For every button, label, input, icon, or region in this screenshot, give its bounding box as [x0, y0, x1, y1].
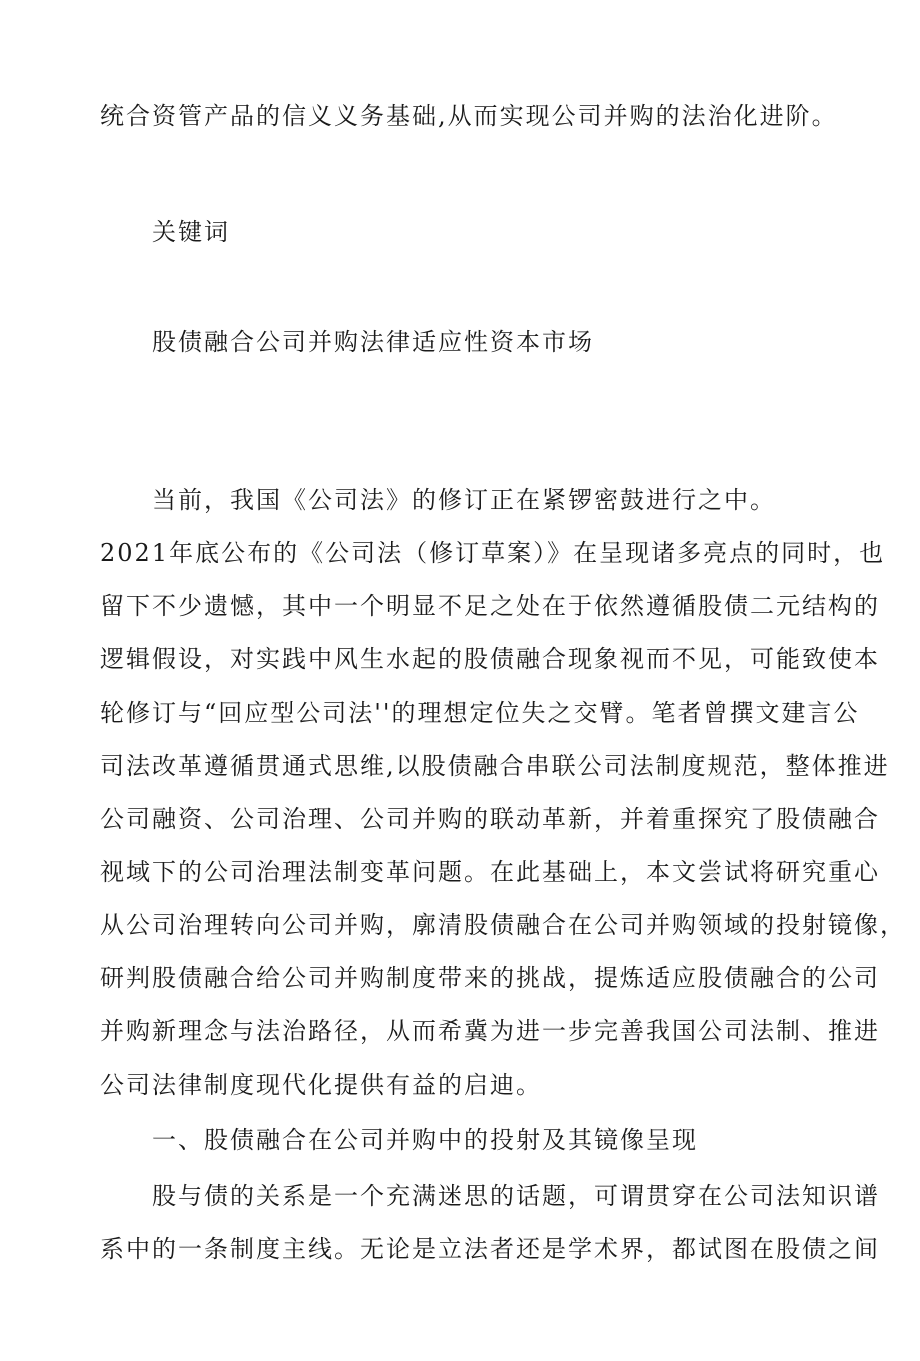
paragraph-line: 并购新理念与法治路径，从而希冀为进一步完善我国公司法制、推进 — [100, 1017, 880, 1045]
paragraph-line: 司法改革遵循贯通式思维,以股债融合串联公司法制度规范，整体推进 — [100, 752, 890, 780]
paragraph-line: 轮修订与“回应型公司法''的理想定位失之交臂。笔者曾撰文建言公 — [100, 699, 860, 727]
paragraph-line: 研判股债融合给公司并购制度带来的挑战，提炼适应股债融合的公司 — [100, 964, 880, 992]
paragraph-line: 从公司治理转向公司并购，廓清股债融合在公司并购领域的投射镜像， — [100, 911, 906, 939]
paragraph-line: 2021年底公布的《公司法（修订草案）》在呈现诸多亮点的同时，也 — [100, 539, 886, 567]
paragraph-line: 公司融资、公司治理、公司并购的联动革新，并着重探究了股债融合 — [100, 805, 880, 833]
paragraph-line: 留下不少遗憾，其中一个明显不足之处在于依然遵循股债二元结构的 — [100, 592, 880, 620]
paragraph-line: 视域下的公司治理法制变革问题。在此基础上，本文尝试将研究重心 — [100, 858, 880, 886]
paragraph-line: 当前，我国《公司法》的修订正在紧锣密鼓进行之中。 — [152, 486, 776, 514]
paragraph-line: 股与债的关系是一个充满迷思的话题，可谓贯穿在公司法知识谱 — [152, 1182, 880, 1210]
paragraph-line: 公司法律制度现代化提供有益的启迪。 — [100, 1071, 542, 1099]
keywords-list: 股债融合公司并购法律适应性资本市场 — [152, 328, 594, 356]
paragraph-line: 逻辑假设，对实践中风生水起的股债融合现象视而不见，可能致使本 — [100, 645, 880, 673]
section-heading: 一、股债融合在公司并购中的投射及其镜像呈现 — [152, 1126, 698, 1154]
paragraph-line: 系中的一条制度主线。无论是立法者还是学术界，都试图在股债之间 — [100, 1235, 880, 1263]
abstract-closing-line: 统合资管产品的信义义务基础,从而实现公司并购的法治化进阶。 — [100, 102, 838, 130]
keywords-label: 关键词 — [152, 218, 230, 246]
